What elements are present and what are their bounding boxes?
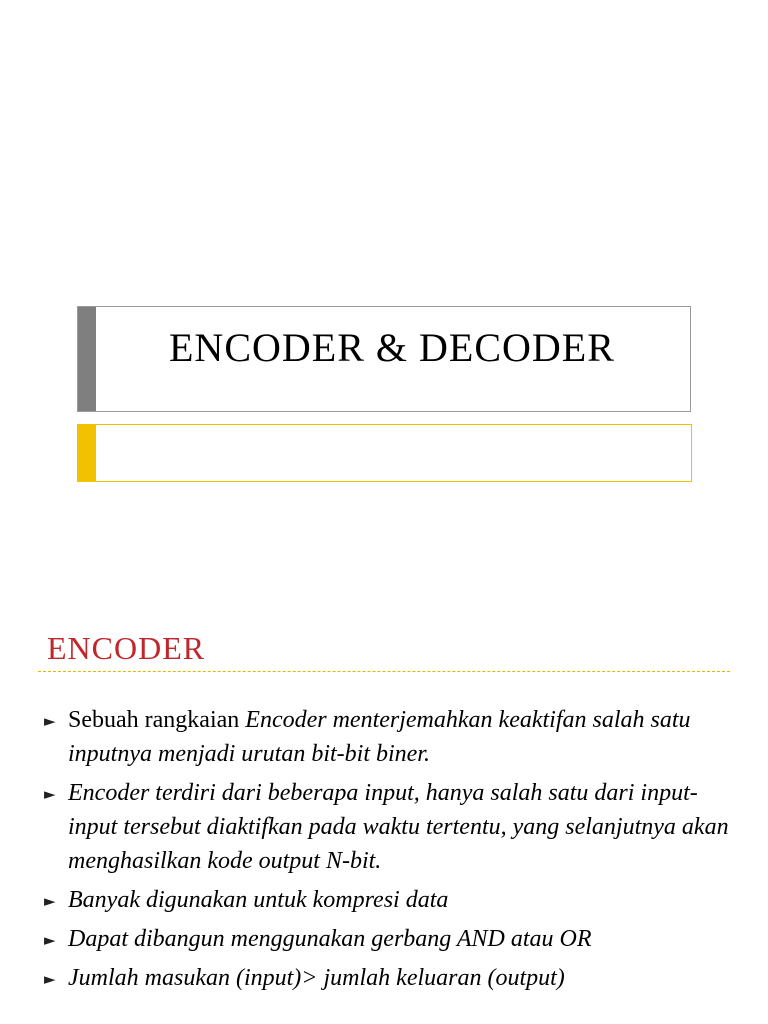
triangle-right-icon: ► xyxy=(44,892,56,910)
list-item xyxy=(44,776,744,878)
list-item xyxy=(44,922,744,956)
bullet-text-italic: Jumlah masukan (input)> jumlah keluaran (output) xyxy=(68,965,565,991)
triangle-right-icon: ► xyxy=(44,785,56,803)
list-item xyxy=(44,883,744,917)
list-item xyxy=(44,703,744,771)
bullet-text-italic: Dapat dibangun menggunakan gerbang AND atau OR xyxy=(68,926,592,952)
slide-title-box xyxy=(77,306,691,412)
bullet-list xyxy=(44,703,744,1000)
bullet-text-italic: Banyak digunakan untuk kompresi data xyxy=(68,887,449,913)
subtitle-box xyxy=(77,424,692,482)
triangle-right-icon: ► xyxy=(44,931,56,949)
bullet-text-italic: Encoder menterjemahkan keaktifan salah satu inputnya menjadi urutan bit-bit biner. xyxy=(68,707,691,767)
bullet-text-normal: Sebuah rangkaian xyxy=(68,707,246,733)
triangle-right-icon: ► xyxy=(44,970,56,988)
title-accent-bar xyxy=(78,307,96,411)
heading-divider xyxy=(38,671,730,672)
subtitle-accent-bar xyxy=(78,425,96,481)
section-heading: ENCODER xyxy=(47,630,206,666)
triangle-right-icon: ► xyxy=(44,712,56,730)
slide-title: ENCODER & DECODER xyxy=(169,325,615,370)
bullet-text-italic: Encoder terdiri dari beberapa input, hanya salah satu dari input-input tersebut diaktifkan pada waktu tertentu, yang selanjutnya akan menghasilkan kode output N-bit. xyxy=(68,780,729,874)
list-item xyxy=(44,961,744,995)
